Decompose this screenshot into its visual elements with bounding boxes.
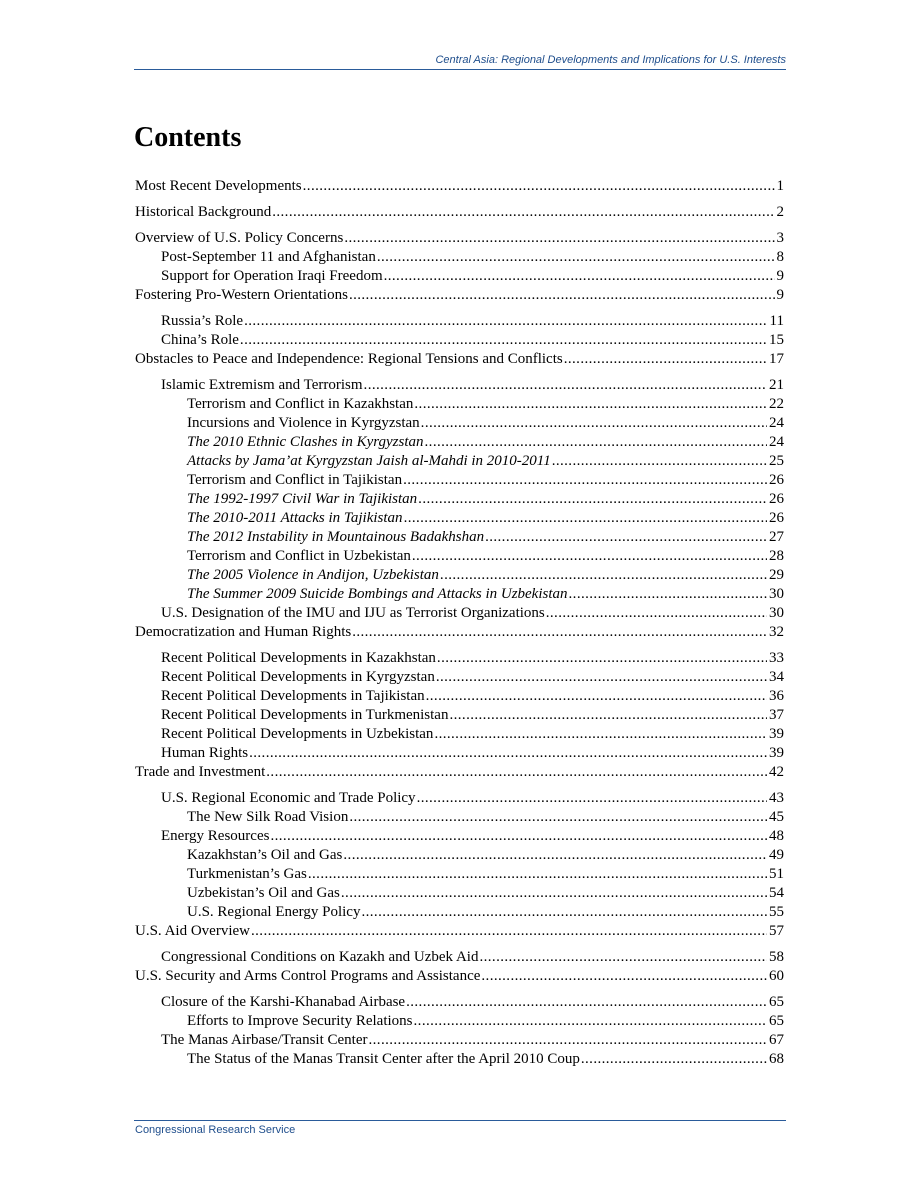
dot-leader <box>272 203 774 222</box>
toc-page-number: 49 <box>769 847 784 863</box>
toc-entry-title: Recent Political Developments in Turkmenistan <box>161 707 449 723</box>
toc-page-number: 65 <box>769 1013 784 1029</box>
toc-page-number: 68 <box>769 1051 784 1067</box>
toc-entry-title: Historical Background <box>135 204 272 220</box>
toc-entry-title: Incursions and Violence in Kyrgyzstan <box>187 415 420 431</box>
dot-leader <box>251 922 767 941</box>
dot-leader <box>569 585 767 604</box>
toc-entry[interactable] <box>134 827 784 846</box>
toc-entry[interactable] <box>134 967 784 986</box>
toc-entry-title: Trade and Investment <box>135 764 266 780</box>
toc-entry-title: Attacks by Jama’at Kyrgyzstan Jaish al-Mahdi in 2010-2011 <box>187 453 551 469</box>
toc-page-number: 65 <box>769 994 784 1010</box>
dot-leader <box>426 687 767 706</box>
toc-entry[interactable] <box>134 789 784 808</box>
toc-page-number: 3 <box>776 230 784 246</box>
dot-leader <box>240 331 767 350</box>
dot-leader <box>479 948 767 967</box>
toc-entry[interactable] <box>134 1012 784 1031</box>
dot-leader <box>418 490 767 509</box>
toc-page-number: 26 <box>769 491 784 507</box>
toc-entry-title: Terrorism and Conflict in Kazakhstan <box>187 396 414 412</box>
toc-entry[interactable] <box>134 922 784 941</box>
dot-leader <box>361 903 767 922</box>
toc-entry[interactable] <box>134 687 784 706</box>
toc-entry[interactable] <box>134 668 784 687</box>
toc-entry[interactable] <box>134 585 784 604</box>
dot-leader <box>244 312 767 331</box>
dot-leader <box>412 547 767 566</box>
toc-entry[interactable] <box>134 725 784 744</box>
footer-rule <box>134 1120 786 1121</box>
toc-entry[interactable] <box>134 433 784 452</box>
dot-leader <box>341 884 767 903</box>
toc-entry[interactable] <box>134 509 784 528</box>
dot-leader <box>308 865 767 884</box>
dot-leader <box>349 808 767 827</box>
toc-entry[interactable] <box>134 376 784 395</box>
dot-leader <box>437 649 767 668</box>
toc-entry-title: Recent Political Developments in Tajikistan <box>161 688 425 704</box>
toc-entry-title: Overview of U.S. Policy Concerns <box>135 230 344 246</box>
dot-leader <box>349 286 775 305</box>
dot-leader <box>581 1050 767 1069</box>
toc-entry[interactable] <box>134 312 784 331</box>
toc-entry-title: The Status of the Manas Transit Center after the April 2010 Coup <box>187 1051 580 1067</box>
toc-page-number: 51 <box>769 866 784 882</box>
toc-page-number: 57 <box>769 923 784 939</box>
toc-entry-title: U.S. Regional Economic and Trade Policy <box>161 790 416 806</box>
toc-page-number: 27 <box>769 529 784 545</box>
toc-page-number: 8 <box>776 249 784 265</box>
toc-entry[interactable] <box>134 1050 784 1069</box>
toc-entry[interactable] <box>134 846 784 865</box>
toc-entry[interactable] <box>134 490 784 509</box>
toc-entry[interactable] <box>134 248 784 267</box>
toc-entry-title: Democratization and Human Rights <box>135 624 352 640</box>
toc-entry[interactable] <box>134 604 784 623</box>
dot-leader <box>434 725 767 744</box>
toc-page-number: 30 <box>769 586 784 602</box>
dot-leader <box>425 433 767 452</box>
toc-entry[interactable] <box>134 948 784 967</box>
toc-page-number: 15 <box>769 332 784 348</box>
toc-page-number: 9 <box>776 287 784 303</box>
dot-leader <box>481 967 767 986</box>
toc-entry-title: Recent Political Developments in Uzbekistan <box>161 726 434 742</box>
toc-entry-title: U.S. Designation of the IMU and IJU as Terrorist Organizations <box>161 605 545 621</box>
dot-leader <box>546 604 767 623</box>
toc-entry-title: Congressional Conditions on Kazakh and Uzbek Aid <box>161 949 479 965</box>
dot-leader <box>417 789 767 808</box>
dot-leader <box>266 763 767 782</box>
page-title: Contents <box>134 122 242 153</box>
toc-entry[interactable] <box>134 395 784 414</box>
dot-leader <box>403 471 767 490</box>
toc-entry-title: Fostering Pro-Western Orientations <box>135 287 348 303</box>
toc-entry-title: Russia’s Role <box>161 313 244 329</box>
dot-leader <box>249 744 767 763</box>
table-of-contents <box>134 177 784 1069</box>
toc-entry-title: U.S. Security and Arms Control Programs and Assistance <box>135 968 481 984</box>
toc-entry[interactable] <box>134 1031 784 1050</box>
footer-publisher: Congressional Research Service <box>135 1124 296 1136</box>
toc-entry-title: Terrorism and Conflict in Tajikistan <box>187 472 403 488</box>
toc-entry-title: Kazakhstan’s Oil and Gas <box>187 847 343 863</box>
toc-page-number: 37 <box>769 707 784 723</box>
toc-entry[interactable] <box>134 649 784 668</box>
toc-entry[interactable] <box>134 744 784 763</box>
toc-entry[interactable] <box>134 884 784 903</box>
dot-leader <box>303 177 775 196</box>
toc-entry[interactable] <box>134 706 784 725</box>
dot-leader <box>564 350 767 369</box>
toc-entry[interactable] <box>134 528 784 547</box>
toc-entry-title: Uzbekistan’s Oil and Gas <box>187 885 340 901</box>
toc-page-number: 36 <box>769 688 784 704</box>
toc-entry-title: Terrorism and Conflict in Uzbekistan <box>187 548 411 564</box>
dot-leader <box>369 1031 768 1050</box>
header-rule <box>134 69 786 70</box>
toc-entry[interactable] <box>134 808 784 827</box>
toc-page-number: 39 <box>769 745 784 761</box>
toc-entry[interactable] <box>134 452 784 471</box>
dot-leader <box>384 267 775 286</box>
toc-entry-title: The 2010-2011 Attacks in Tajikistan <box>187 510 403 526</box>
toc-entry-title: Support for Operation Iraqi Freedom <box>161 268 383 284</box>
toc-entry-title: Post-September 11 and Afghanistan <box>161 249 376 265</box>
toc-entry[interactable] <box>134 623 784 642</box>
toc-page-number: 34 <box>769 669 784 685</box>
toc-page-number: 33 <box>769 650 784 666</box>
dot-leader <box>364 376 767 395</box>
dot-leader <box>552 452 767 471</box>
toc-entry[interactable] <box>134 993 784 1012</box>
toc-page-number: 43 <box>769 790 784 806</box>
toc-entry[interactable] <box>134 331 784 350</box>
toc-entry[interactable] <box>134 471 784 490</box>
toc-page-number: 54 <box>769 885 784 901</box>
toc-page-number: 21 <box>769 377 784 393</box>
toc-entry-title: Turkmenistan’s Gas <box>187 866 307 882</box>
toc-page-number: 26 <box>769 510 784 526</box>
toc-entry[interactable] <box>134 903 784 922</box>
toc-entry-title: Recent Political Developments in Kazakhstan <box>161 650 436 666</box>
toc-page-number: 24 <box>769 415 784 431</box>
toc-entry[interactable] <box>134 286 784 305</box>
toc-page-number: 25 <box>769 453 784 469</box>
toc-entry-title: The 1992-1997 Civil War in Tajikistan <box>187 491 418 507</box>
toc-entry-title: Recent Political Developments in Kyrgyzstan <box>161 669 435 685</box>
toc-entry[interactable] <box>134 547 784 566</box>
toc-entry-title: The 2012 Instability in Mountainous Badakhshan <box>187 529 485 545</box>
toc-entry[interactable] <box>134 267 784 286</box>
toc-page-number: 29 <box>769 567 784 583</box>
toc-entry-title: U.S. Regional Energy Policy <box>187 904 361 920</box>
toc-page-number: 11 <box>769 313 784 329</box>
toc-page-number: 17 <box>769 351 784 367</box>
dot-leader <box>440 566 767 585</box>
toc-entry-title: The 2005 Violence in Andijon, Uzbekistan <box>187 567 439 583</box>
dot-leader <box>343 846 767 865</box>
toc-page-number: 45 <box>769 809 784 825</box>
dot-leader <box>406 993 767 1012</box>
toc-page-number: 1 <box>776 178 784 194</box>
toc-entry[interactable] <box>134 203 784 222</box>
toc-entry[interactable] <box>134 566 784 585</box>
dot-leader <box>414 395 767 414</box>
toc-entry[interactable] <box>134 229 784 248</box>
toc-page-number: 22 <box>769 396 784 412</box>
dot-leader <box>436 668 767 687</box>
toc-page-number: 48 <box>769 828 784 844</box>
toc-entry-title: Efforts to Improve Security Relations <box>187 1013 413 1029</box>
toc-page-number: 67 <box>769 1032 784 1048</box>
toc-entry-title: Energy Resources <box>161 828 270 844</box>
toc-page-number: 30 <box>769 605 784 621</box>
toc-page-number: 28 <box>769 548 784 564</box>
toc-page-number: 58 <box>769 949 784 965</box>
toc-entry[interactable] <box>134 177 784 196</box>
toc-entry-title: U.S. Aid Overview <box>135 923 250 939</box>
toc-entry-title: The New Silk Road Vision <box>187 809 349 825</box>
toc-page-number: 26 <box>769 472 784 488</box>
dot-leader <box>270 827 767 846</box>
dot-leader <box>449 706 767 725</box>
running-header: Central Asia: Regional Developments and Implications for U.S. Interests <box>435 54 786 66</box>
toc-entry-title: The 2010 Ethnic Clashes in Kyrgyzstan <box>187 434 424 450</box>
toc-entry-title: Human Rights <box>161 745 249 761</box>
dot-leader <box>421 414 767 433</box>
toc-entry-title: The Summer 2009 Suicide Bombings and Attacks in Uzbekistan <box>187 586 568 602</box>
dot-leader <box>414 1012 767 1031</box>
dot-leader <box>344 229 774 248</box>
toc-page-number: 9 <box>776 268 784 284</box>
toc-page-number: 55 <box>769 904 784 920</box>
toc-entry-title: Most Recent Developments <box>135 178 302 194</box>
toc-entry-title: Closure of the Karshi-Khanabad Airbase <box>161 994 406 1010</box>
toc-page-number: 42 <box>769 764 784 780</box>
toc-entry-title: China’s Role <box>161 332 239 348</box>
dot-leader <box>404 509 767 528</box>
toc-page-number: 32 <box>769 624 784 640</box>
dot-leader <box>352 623 767 642</box>
toc-entry-title: The Manas Airbase/Transit Center <box>161 1032 368 1048</box>
toc-entry[interactable] <box>134 763 784 782</box>
toc-entry-title: Obstacles to Peace and Independence: Regional Tensions and Conflicts <box>135 351 563 367</box>
toc-page-number: 60 <box>769 968 784 984</box>
toc-page-number: 24 <box>769 434 784 450</box>
toc-page-number: 2 <box>776 204 784 220</box>
toc-entry[interactable] <box>134 350 784 369</box>
toc-entry[interactable] <box>134 414 784 433</box>
dot-leader <box>485 528 767 547</box>
dot-leader <box>377 248 775 267</box>
toc-page-number: 39 <box>769 726 784 742</box>
toc-entry[interactable] <box>134 865 784 884</box>
toc-entry-title: Islamic Extremism and Terrorism <box>161 377 363 393</box>
